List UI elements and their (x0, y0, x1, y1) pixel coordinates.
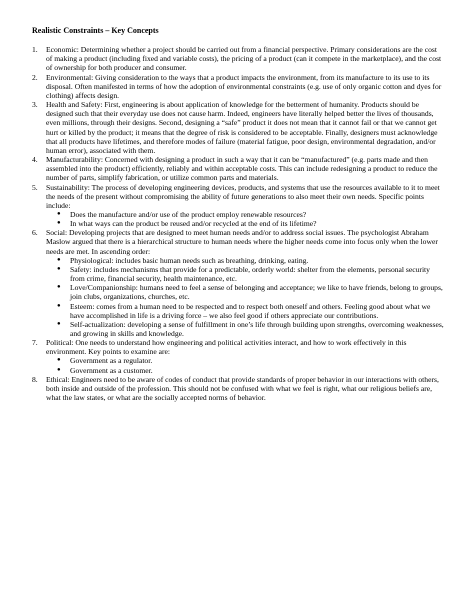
document-title: Realistic Constraints – Key Concepts (32, 26, 159, 35)
bullet-item (46, 210, 444, 219)
bullet-item (46, 320, 444, 338)
item-number: 7. (32, 338, 38, 348)
bullet-item (46, 256, 444, 265)
item-text: Social: Developing projects that are designed to meet human needs and/or to address social issues. The psychologist Abraham Maslow argued that there is a hierarchical structure to human needs where the higher needs come into focus only when the lower needs are met. In ascending order: (46, 228, 438, 256)
bullet-item (46, 366, 444, 375)
item-text: Political: One needs to understand how engineering and political activities interact, and how to work effectively in this environment. Key points to examine are: (46, 338, 407, 357)
concept-item (32, 73, 444, 100)
item-number: 3. (32, 100, 38, 110)
bullet-text: Self-actualization: developing a sense of fulfillment in one’s life through building upon strengths, overcoming weaknesses, and growing in skills and knowledge. (70, 319, 444, 338)
item-number: 1. (32, 45, 38, 55)
bullet-dot-icon: ● (57, 284, 61, 291)
bullet-dot-icon: ● (57, 320, 61, 327)
bullet-dot-icon: ● (57, 366, 61, 373)
concept-list (32, 45, 444, 402)
bullet-text: Government as a customer. (70, 365, 153, 375)
bullet-text: In what ways can the product be reused and/or recycled at the end of its lifetime? (70, 219, 317, 229)
bullet-list (46, 210, 444, 228)
bullet-item (46, 302, 444, 320)
concept-item (32, 100, 444, 155)
concept-item (32, 155, 444, 182)
item-text: Economic: Determining whether a project should be carried out from a financial perspective. Primary considerations are the cost of making a product (including fixed and variable costs), the pricing of a product (can it compete in the marketplace), and the cost of ownership for both producer and consumer. (46, 45, 442, 73)
item-text: Health and Safety: First, engineering is about application of knowledge for the betterment of humanity. Products should be designed such that their everyday use does not cause harm. Indeed, engineers have literally helped better the lives of thousands, even millions, through their designs. Second, designing a “safe” product it does not mean that it cannot fail or that we cannot get hurt or killed by the product; it means that the degree of risk is considered to be acceptable. Finally, designers must acknowledge that all products have lifetimes, and therefore modes of failure (material fatigue, poor design, environmental degradation, and/or human error), associated with them. (46, 100, 438, 155)
bullet-text: Safety: includes mechanisms that provide for a predictable, orderly world: shelter from the elements, personal security from crime, financial security, health maintenance, etc. (70, 264, 430, 284)
concept-item (32, 338, 444, 375)
bullet-text: Esteem: comes from a human need to be respected and to respect both oneself and others. Feeling good about what we have accomplished in life is a driving force – we also feel good if others appreciate our contributions. (70, 301, 431, 320)
item-number: 6. (32, 228, 38, 238)
item-text: Ethical: Engineers need to be aware of codes of conduct that provide standards of proper behavior in our interactions with others, both inside and outside of the profession. This should not be confused with what we feel is right, what our religious beliefs are, what the law states, or what are the socially accepted norms of behavior. (46, 374, 439, 403)
concept-item (32, 183, 444, 229)
bullet-text: Government as a regulator. (70, 356, 153, 366)
bullet-text: Love/Companionship: humans need to feel a sense of belonging and acceptance; we like to have friends, belong to groups, join clubs, organizations, churches, etc. (70, 283, 443, 302)
bullet-dot-icon: ● (57, 220, 61, 227)
bullet-list (46, 356, 444, 374)
item-text: Manufacturability: Concerned with designing a product in such a way that it can be “manufactured” (e.g. parts made and then assembled into the product) efficiently, reliably and within acceptable costs. This can include redesigning a product to reduce the number of parts, simplify fabrication, or utilize common parts and materials. (46, 155, 438, 183)
bullet-dot-icon: ● (57, 357, 61, 364)
bullet-dot-icon: ● (57, 256, 61, 263)
bullet-dot-icon: ● (57, 265, 61, 272)
item-text: Sustainability: The process of developing engineering devices, products, and systems that use the resources available to it to meet the needs of the present without compromising the ability of future generations to also meet their own needs. Specific points include: (46, 182, 440, 210)
bullet-dot-icon: ● (57, 210, 61, 217)
concept-item (32, 45, 444, 72)
concept-item (32, 228, 444, 338)
bullet-item (46, 356, 444, 365)
bullet-text: Physiological: includes basic human needs such as breathing, drinking, eating. (70, 255, 309, 265)
bullet-dot-icon: ● (57, 302, 61, 309)
concept-item (32, 375, 444, 402)
item-number: 8. (32, 374, 38, 384)
item-number: 4. (32, 155, 38, 165)
bullet-item (46, 219, 444, 228)
bullet-item (46, 283, 444, 301)
item-number: 5. (32, 182, 38, 192)
bullet-text: Does the manufacture and/or use of the product employ renewable resources? (70, 209, 307, 219)
item-text: Environmental: Giving consideration to the ways that a product impacts the environment, from its manufacture to its use to its disposal. Often manifested in terms of how the adoption of environmental constraints (e.g. use of only organic cotton and dyes for clothing) affects design. (46, 72, 442, 100)
bullet-list (46, 256, 444, 338)
item-number: 2. (32, 72, 38, 82)
bullet-item (46, 265, 444, 283)
